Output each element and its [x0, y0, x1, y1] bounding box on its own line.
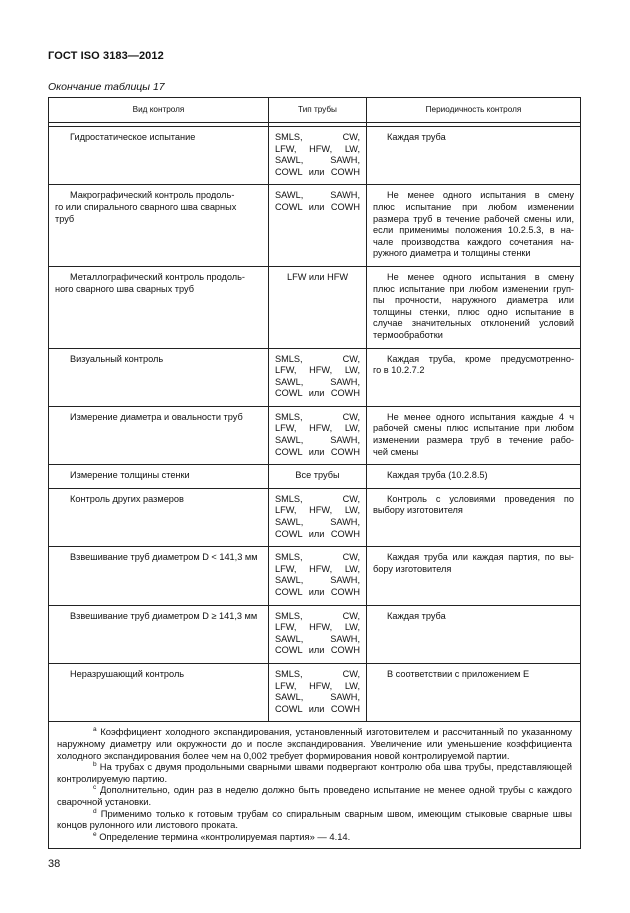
cell-line: го или спирального сварного шва сварных	[55, 201, 237, 212]
cell-line: SMLS, CW,	[275, 552, 360, 563]
period-cell	[367, 663, 581, 721]
footnote-text: Определение термина «контролируемая партия» — 4.14.	[99, 830, 351, 842]
footnote-mark: e	[93, 830, 97, 838]
footnote	[57, 726, 572, 761]
standard-header: ГОСТ ISO 3183—2012	[48, 50, 164, 62]
pipe-type-cell	[269, 547, 367, 605]
cell-line: Каждая труба (10.2.8.5)	[387, 470, 488, 481]
cell-line: Взвешивание труб диаметром D ≥ 141,3 мм	[70, 610, 258, 621]
table-row	[49, 663, 581, 721]
cell-line: изменении размера труб в течение рабо-	[373, 435, 574, 446]
control-type-cell	[49, 465, 269, 489]
period-cell	[367, 348, 581, 406]
cell-line: SAWL, SAWH,	[275, 376, 360, 387]
footnote-mark: b	[93, 761, 97, 769]
table-row	[49, 406, 581, 464]
cell-line: SMLS, CW,	[275, 411, 360, 422]
control-type-cell	[49, 488, 269, 546]
cell-line: плюс испытание при любом изменении	[373, 201, 574, 212]
pipe-type-cell	[269, 406, 367, 464]
footnote-text: Дополнительно, один раз в неделю должно быть проведено испытание не менее одной трубы с каждого сварочной установки.	[57, 784, 573, 807]
pipe-type-cell	[269, 348, 367, 406]
period-cell	[367, 488, 581, 546]
cell-line: COWL или COWH	[275, 528, 360, 539]
cell-line: SAWL, SAWH,	[275, 692, 360, 703]
cell-line: SMLS, CW,	[275, 353, 360, 364]
pipe-type-cell	[269, 185, 367, 267]
period-cell	[367, 465, 581, 489]
pipe-type-cell	[269, 465, 367, 489]
page-number: 38	[48, 858, 61, 870]
period-cell	[367, 185, 581, 267]
cell-line: LFW, HFW, LW,	[275, 680, 360, 691]
cell-line: случае значительных отклонений условий	[373, 318, 574, 329]
cell-line: LFW или HFW	[286, 271, 349, 282]
control-type-cell	[49, 185, 269, 267]
control-type-cell	[49, 605, 269, 663]
cell-line: SMLS, CW,	[275, 668, 360, 679]
cell-line: рабочей смены плюс испытание при любом	[373, 423, 574, 434]
cell-line: SAWL, SAWH,	[275, 575, 360, 586]
footnote-mark: d	[93, 807, 97, 815]
cell-line: Контроль других размеров	[70, 493, 184, 504]
cell-line: COWL или COWH	[275, 446, 360, 457]
footnote-text: На трубах с двумя продольными сварными швами подвергают контролю оба шва трубы, представляющей контролируемую партию.	[57, 761, 573, 784]
cell-line: Измерение диаметра и овальности труб	[70, 411, 243, 422]
footnote	[57, 784, 572, 807]
control-type-cell	[49, 127, 269, 185]
cell-line: Взвешивание труб диаметром D < 141,3 мм	[70, 552, 258, 563]
cell-line: Каждая труба	[387, 610, 446, 621]
pipe-type-cell	[269, 127, 367, 185]
cell-line: Гидростатическое испытание	[70, 132, 196, 142]
cell-line: LFW, HFW, LW,	[275, 505, 360, 516]
cell-line: LFW, HFW, LW,	[275, 423, 360, 434]
cell-line: Неразрушающий контроль	[70, 668, 185, 679]
cell-line: SMLS, CW,	[275, 132, 360, 142]
cell-line: Визуальный контроль	[70, 353, 164, 364]
table-row	[49, 547, 581, 605]
table-notes	[49, 722, 581, 849]
inspection-table	[48, 97, 581, 849]
cell-line: SMLS, CW,	[275, 610, 360, 621]
cell-line: LFW, HFW, LW,	[275, 563, 360, 574]
control-type-cell	[49, 547, 269, 605]
cell-line: SMLS, CW,	[275, 493, 360, 504]
cell-line: Каждая труба, кроме предусмотренно-	[387, 353, 574, 364]
table-row	[49, 185, 581, 267]
cell-line: го в 10.2.7.2	[373, 365, 425, 376]
cell-line: ного сварного шва сварных труб	[55, 283, 194, 294]
cell-line: ружного диаметра и толщины стенки	[373, 248, 531, 259]
pipe-type-cell	[269, 266, 367, 348]
cell-line: Измерение толщины стенки	[70, 470, 190, 481]
footnote	[57, 808, 572, 831]
table-header-row	[49, 98, 581, 123]
cell-line: труб	[55, 213, 75, 224]
pipe-type-cell	[269, 488, 367, 546]
table-row	[49, 127, 581, 185]
cell-line: термообработки	[373, 329, 443, 340]
period-cell	[367, 406, 581, 464]
footnote	[57, 761, 572, 784]
table-row	[49, 348, 581, 406]
cell-line: бору изготовителя	[373, 563, 452, 574]
cell-line: чей смены	[373, 446, 419, 457]
column-header-pipe: Тип трубы	[269, 98, 367, 123]
cell-line: SAWL, SAWH,	[275, 190, 360, 201]
cell-line: Не менее одного испытания в смену	[387, 190, 574, 201]
period-cell	[367, 127, 581, 185]
cell-line: SAWL, SAWH,	[275, 517, 360, 528]
table-row	[49, 465, 581, 489]
cell-line: Все трубы	[295, 470, 340, 481]
footnote-text: Коэффициент холодного экспандирования, установленный изготовителем и рассчитанный по указанному наружному диаметру или окружности до и после экспандирования. Увеличение или уменьшение коэффициента холодного экспандирования более чем на 0,002 требует формирования новой контролируемой партии.	[57, 726, 572, 761]
footnote-text: Применимо только к готовым трубам со спиральным сварным швом, имеющим стыковые сварные швы концов рулонного или листового проката.	[57, 807, 573, 831]
cell-line: если применимы положения 10.2.5.3, в на-	[373, 225, 574, 236]
cell-line: Не менее одного испытания в смену	[387, 271, 574, 282]
control-type-cell	[49, 266, 269, 348]
period-cell	[367, 547, 581, 605]
footnote-mark: a	[93, 726, 97, 734]
pipe-type-cell	[269, 605, 367, 663]
control-type-cell	[49, 663, 269, 721]
cell-line: Контроль с условиями проведения по	[387, 493, 574, 504]
cell-line: толщины стенки, плюс одно испытание в	[373, 306, 574, 317]
cell-line: Металлографический контроль продоль-	[70, 271, 245, 282]
cell-line: плюс испытание при любом изменении груп-	[373, 283, 574, 294]
cell-line: размера труб в течение рабочей смены или,	[373, 213, 574, 224]
cell-line: Каждая труба	[387, 132, 446, 142]
cell-line: чале производства каждого сочетания на-	[373, 236, 574, 247]
cell-line: Каждая труба или каждая партия, по вы-	[387, 552, 574, 563]
cell-line: пы прочности, наружного диаметра или	[373, 295, 574, 306]
cell-line: SAWL, SAWH,	[275, 633, 360, 644]
control-type-cell	[49, 348, 269, 406]
control-type-cell	[49, 406, 269, 464]
table-row	[49, 488, 581, 546]
cell-line: COWL или COWH	[275, 587, 360, 597]
cell-line: В соответствии с приложением Е	[387, 668, 530, 679]
cell-line: выбору изготовителя	[373, 505, 463, 516]
cell-line: LFW, HFW, LW,	[275, 622, 360, 633]
cell-line: Не менее одного испытания каждые 4 ч	[387, 411, 574, 422]
period-cell	[367, 266, 581, 348]
cell-line: SAWL, SAWH,	[275, 155, 360, 166]
footnote	[57, 831, 572, 843]
pipe-type-cell	[269, 663, 367, 721]
cell-line: COWL или COWH	[275, 703, 360, 714]
cell-line: COWL или COWH	[275, 166, 360, 177]
table-caption: Окончание таблицы 17	[48, 81, 165, 93]
cell-line: COWL или COWH	[275, 388, 360, 399]
cell-line: LFW, HFW, LW,	[275, 365, 360, 376]
period-cell	[367, 605, 581, 663]
cell-line: COWL или COWH	[275, 201, 360, 212]
cell-line: SAWL, SAWH,	[275, 435, 360, 446]
column-header-control: Вид контроля	[49, 98, 269, 123]
footnote-mark: c	[93, 784, 97, 792]
cell-line: LFW, HFW, LW,	[275, 143, 360, 154]
column-header-period: Периодичность контроля	[367, 98, 581, 123]
cell-line: Макрографический контроль продоль-	[70, 190, 235, 201]
table-row	[49, 605, 581, 663]
table-row	[49, 266, 581, 348]
notes-row	[49, 722, 581, 849]
cell-line: COWL или COWH	[275, 645, 360, 656]
